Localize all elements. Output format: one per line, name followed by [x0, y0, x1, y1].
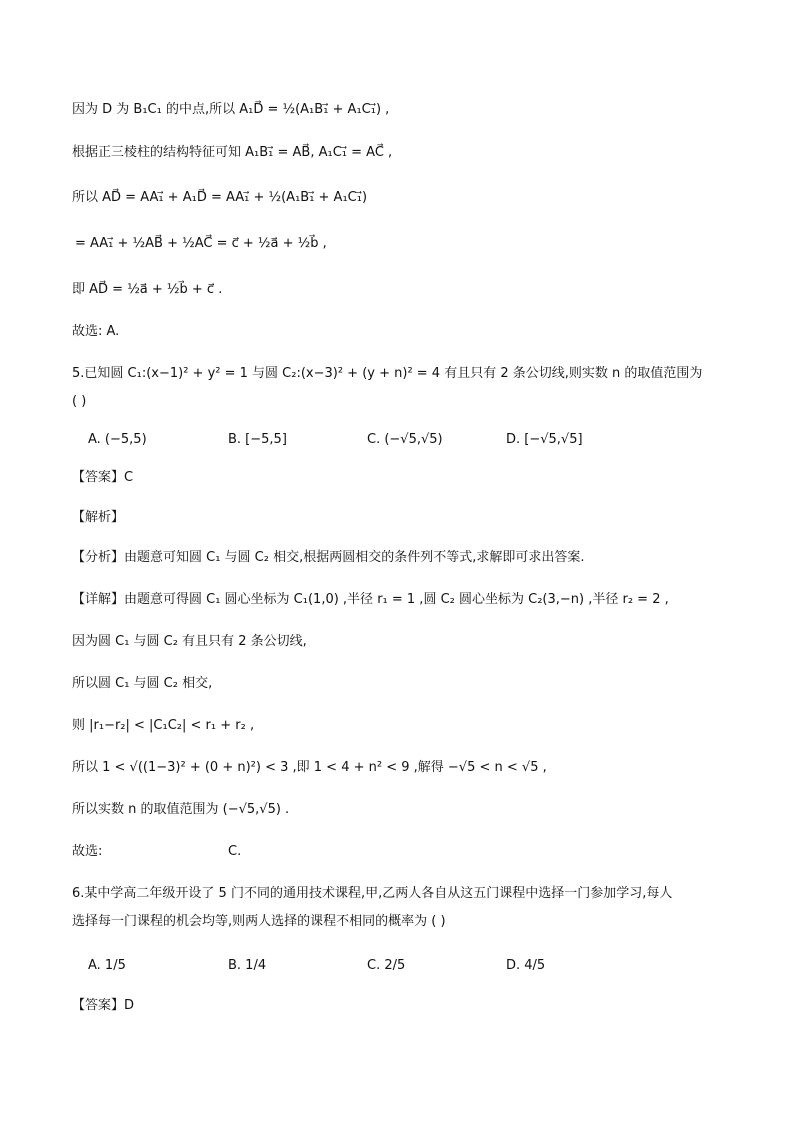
q5-choose-label: 故选:: [72, 844, 103, 859]
q5-detail-line-4: 所以 1 < √((1−3)² + (0 + n)²) < 3 ,即 1 < 4 + n² < 9 ,解得 −√5 < n < √5 ,: [72, 760, 547, 775]
question-5-paren: ( ): [72, 394, 87, 409]
solution-line-4: = AA₁⃗ + ½AB⃗ + ½AC⃗ = c⃗ + ½a⃗ + ½b⃗ ,: [75, 236, 327, 251]
q5-detail-line-3: 则 |r₁−r₂| < |C₁C₂| < r₁ + r₂ ,: [72, 718, 255, 733]
question-6-stem-line-2: 选择每一门课程的机会均等,则两人选择的课程不相同的概率为 ( ): [72, 914, 446, 929]
q6-option-c: C. 2/5: [367, 958, 406, 973]
question-6-stem-line-1: 6.某中学高二年级开设了 5 门不同的通用技术课程,甲,乙两人各自从这五门课程中选择一门参加学习,每人: [72, 886, 673, 901]
q5-xiangjie: 【详解】由题意可得圆 C₁ 圆心坐标为 C₁(1,0) ,半径 r₁ = 1 ,圆 C₂ 圆心坐标为 C₂(3,−n) ,半径 r₂ = 2 ,: [72, 592, 669, 607]
q6-option-a: A. 1/5: [88, 958, 126, 973]
solution-line-2: 根据正三棱柱的结构特征可知 A₁B₁⃗ = AB⃗, A₁C₁⃗ = AC⃗ ,: [72, 145, 393, 160]
q5-detail-line-2: 所以圆 C₁ 与圆 C₂ 相交,: [72, 676, 213, 691]
q5-option-b: B. [−5,5]: [228, 432, 287, 447]
q6-option-d: D. 4/5: [506, 958, 546, 973]
q5-option-d: D. [−√5,√5]: [506, 432, 583, 447]
q5-choose-value: C.: [228, 844, 242, 859]
q5-option-c: C. (−√5,√5): [367, 432, 443, 447]
q6-option-b: B. 1/4: [228, 958, 267, 973]
solution-line-1: 因为 D 为 B₁C₁ 的中点,所以 A₁D⃗ = ½(A₁B₁⃗ + A₁C₁⃗) ,: [72, 102, 390, 117]
solution-line-5: 即 AD⃗ = ½a⃗ + ½b⃗ + c⃗ .: [72, 282, 223, 297]
choose-line: 故选: A.: [72, 324, 120, 339]
q5-detail-line-1: 因为圆 C₁ 与圆 C₂ 有且只有 2 条公切线,: [72, 634, 307, 649]
question-5-stem: 5.已知圆 C₁:(x−1)² + y² = 1 与圆 C₂:(x−3)² + (y + n)² = 4 有且只有 2 条公切线,则实数 n 的取值范围为: [72, 366, 703, 381]
q5-detail-line-5: 所以实数 n 的取值范围为 (−√5,√5) .: [72, 802, 290, 817]
solution-line-3: 所以 AD⃗ = AA₁⃗ + A₁D⃗ = AA₁⃗ + ½(A₁B₁⃗ + A₁C₁⃗): [72, 190, 368, 205]
q6-answer: 【答案】D: [72, 998, 135, 1013]
q5-fenxi: 【分析】由题意可知圆 C₁ 与圆 C₂ 相交,根据两圆相交的条件列不等式,求解即可求出答案.: [72, 550, 585, 565]
q5-analysis-header: 【解析】: [72, 510, 125, 525]
q5-answer: 【答案】C: [72, 470, 134, 485]
q5-option-a: A. (−5,5): [88, 432, 147, 447]
